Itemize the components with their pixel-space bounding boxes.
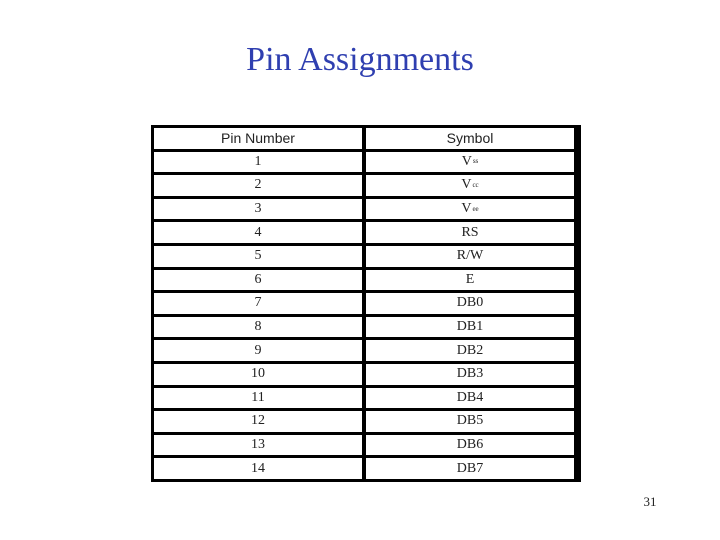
symbol-text: V bbox=[461, 201, 472, 217]
table-cell-symbol bbox=[366, 222, 574, 243]
symbol-text: DB4 bbox=[456, 389, 484, 405]
table-cell-pin: 1 bbox=[154, 152, 362, 173]
table-cell-pin: 14 bbox=[154, 458, 362, 479]
table-cell-pin: 9 bbox=[154, 340, 362, 361]
symbol-text: DB2 bbox=[456, 342, 484, 358]
table-cell-pin: 7 bbox=[154, 293, 362, 314]
symbol-text: DB6 bbox=[456, 437, 484, 453]
table-cell-pin: 12 bbox=[154, 411, 362, 432]
table-cell-symbol bbox=[366, 388, 574, 409]
table-cell-pin: 5 bbox=[154, 246, 362, 267]
symbol-text: DB1 bbox=[456, 319, 484, 335]
symbol-text: DB3 bbox=[456, 366, 484, 382]
table-cell-pin: 3 bbox=[154, 199, 362, 220]
table-cell-symbol bbox=[366, 458, 574, 479]
symbol-text: E bbox=[465, 271, 475, 287]
table-cell-symbol bbox=[366, 317, 574, 338]
table-cell-symbol bbox=[366, 340, 574, 361]
slide-title: Pin Assignments bbox=[246, 41, 474, 78]
pin-assignment-table bbox=[151, 125, 581, 482]
symbol-subscript: ee bbox=[472, 204, 479, 213]
symbol-subscript: ss bbox=[472, 157, 479, 166]
column-header-pin-number: Pin Number bbox=[154, 128, 362, 149]
symbol-text: RS bbox=[461, 224, 479, 240]
table-cell-symbol bbox=[366, 270, 574, 291]
symbol-text: R/W bbox=[456, 248, 484, 264]
table-cell-symbol bbox=[366, 364, 574, 385]
table-cell-symbol bbox=[366, 435, 574, 456]
table-cell-pin: 13 bbox=[154, 435, 362, 456]
table-cell-pin: 4 bbox=[154, 222, 362, 243]
table-cell-pin: 8 bbox=[154, 317, 362, 338]
table-cell-symbol bbox=[366, 199, 574, 220]
symbol-text: V bbox=[461, 177, 472, 193]
symbol-text: V bbox=[461, 153, 472, 169]
table-cell-pin: 10 bbox=[154, 364, 362, 385]
table-cell-symbol bbox=[366, 246, 574, 267]
table-cell-symbol bbox=[366, 293, 574, 314]
page-number: 31 bbox=[643, 494, 657, 509]
table-cell-symbol bbox=[366, 152, 574, 173]
table-cell-symbol bbox=[366, 411, 574, 432]
symbol-text: DB5 bbox=[456, 413, 484, 429]
table-cell-symbol bbox=[366, 175, 574, 196]
table-cell-pin: 11 bbox=[154, 388, 362, 409]
column-header-symbol: Symbol bbox=[366, 128, 574, 149]
table-grid bbox=[154, 128, 578, 479]
symbol-text: DB7 bbox=[456, 460, 484, 476]
table-cell-pin: 6 bbox=[154, 270, 362, 291]
table-cell-pin: 2 bbox=[154, 175, 362, 196]
symbol-subscript: cc bbox=[472, 180, 479, 189]
symbol-text: DB0 bbox=[456, 295, 484, 311]
